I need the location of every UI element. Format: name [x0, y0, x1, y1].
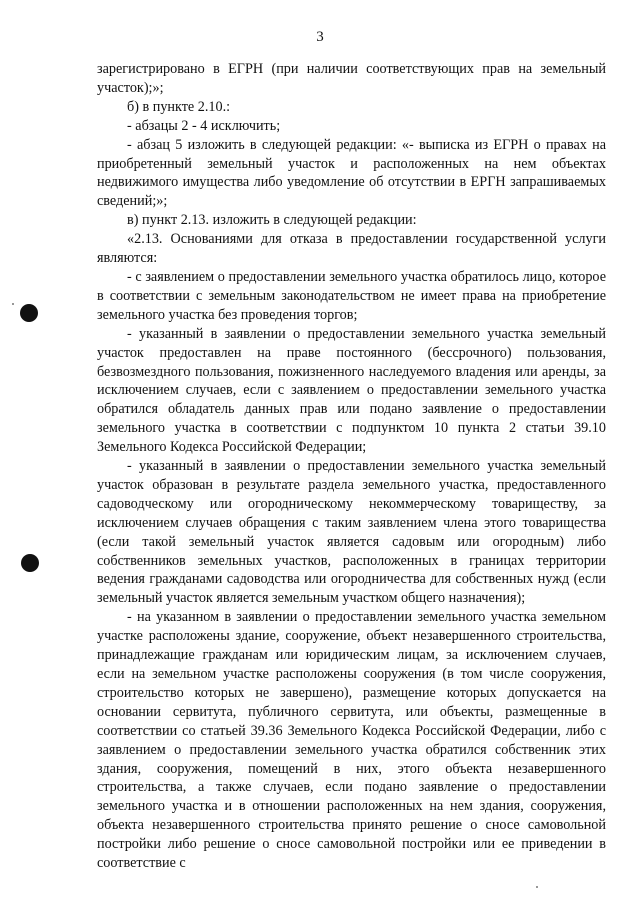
document-body — [97, 60, 606, 873]
page-number: 3 — [316, 29, 324, 45]
paragraph-ground-1: - с заявлением о предоставлении земельного участка обратилось лицо, которое в соответствии с земельным законодательством не имеет права на приобретение земельного участка без проведения торгов; — [97, 268, 606, 323]
scan-speck — [536, 886, 538, 888]
paragraph-subitem-b: б) в пункте 2.10.: — [127, 98, 231, 115]
punch-hole-bottom — [21, 554, 39, 572]
paragraph-2-13-intro: «2.13. Основаниями для отказа в предоставлении государственной услуги являются: — [97, 231, 606, 267]
paragraph-ground-2: - указанный в заявлении о предоставлении земельного участка земельный участок предоставлен на праве постоянного (бессрочного) пользования, безвозмездного пользования, пожизненного наследуемого владения или аренды, за исключением случаев, если с заявлением о предоставлении земельного участка обратился обладатель данных прав или подано заявление о предоставлении земельного участка в соответствии с подпунктом 10 пункта 2 статьи 39.10 Земельного Кодекса Российской Федерации; — [97, 325, 606, 456]
paragraph-ground-3: - указанный в заявлении о предоставлении земельного участка земельный участок образован в результате раздела земельного участка, предоставленного садоводческому или огородническому некоммерческому товариществу, за исключением случаев обращения с таким заявлением члена этого товарищества (если такой земельный участок является садовым или огородным) либо собственников земельных участков, расположенных в границах территории ведения гражданами садоводства или огородничества для собственных нужд (если земельный участок является земельным участком общего назначения); — [97, 458, 606, 607]
scan-speck — [12, 303, 14, 305]
paragraph-continuation: зарегистрировано в ЕГРН (при наличии соответствующих прав на земельный участок);»; — [97, 61, 606, 96]
punch-hole-top — [20, 304, 38, 322]
paragraph-ground-4: - на указанном в заявлении о предоставлении земельного участка земельном участке расположены здание, сооружение, объект незавершенного строительства, принадлежащие гражданам или юридическим лицам, за исключением случаев, если на земельном участке расположены сооружения (в том числе сооружения, строительство которых не завершено), размещение которых допускается на основании сервитута, публичного сервитута, или объекты, размещенные в соответствии со статьей 39.36 Земельного Кодекса Российской Федерации, либо с заявлением о предоставлении земельного участка обратился собственник этих здания, сооружения, помещений в них, этого объекта незавершенного строительства, а также случаев, если подано заявление о предоставлении земельного участка и в отношении расположенных на нем здания, сооружения, объекта незавершенного строительства принято решение о сносе самовольной постройки либо решение о сносе самовольной постройки или ее приведении в соответствие с — [97, 609, 606, 872]
paragraph-subitem-v: в) пункт 2.13. изложить в следующей редакции: — [127, 212, 417, 229]
paragraph-abzac-5: - абзац 5 изложить в следующей редакции: «- выписка из ЕГРН о правах на приобретенный земельный участок и расположенных на нем объектах недвижимого имущества либо уведомление об отсутствии в ЕРГН запрашиваемых сведений;»; — [97, 136, 606, 210]
paragraph-exclude-abzacy: - абзацы 2 - 4 исключить; — [127, 117, 281, 134]
